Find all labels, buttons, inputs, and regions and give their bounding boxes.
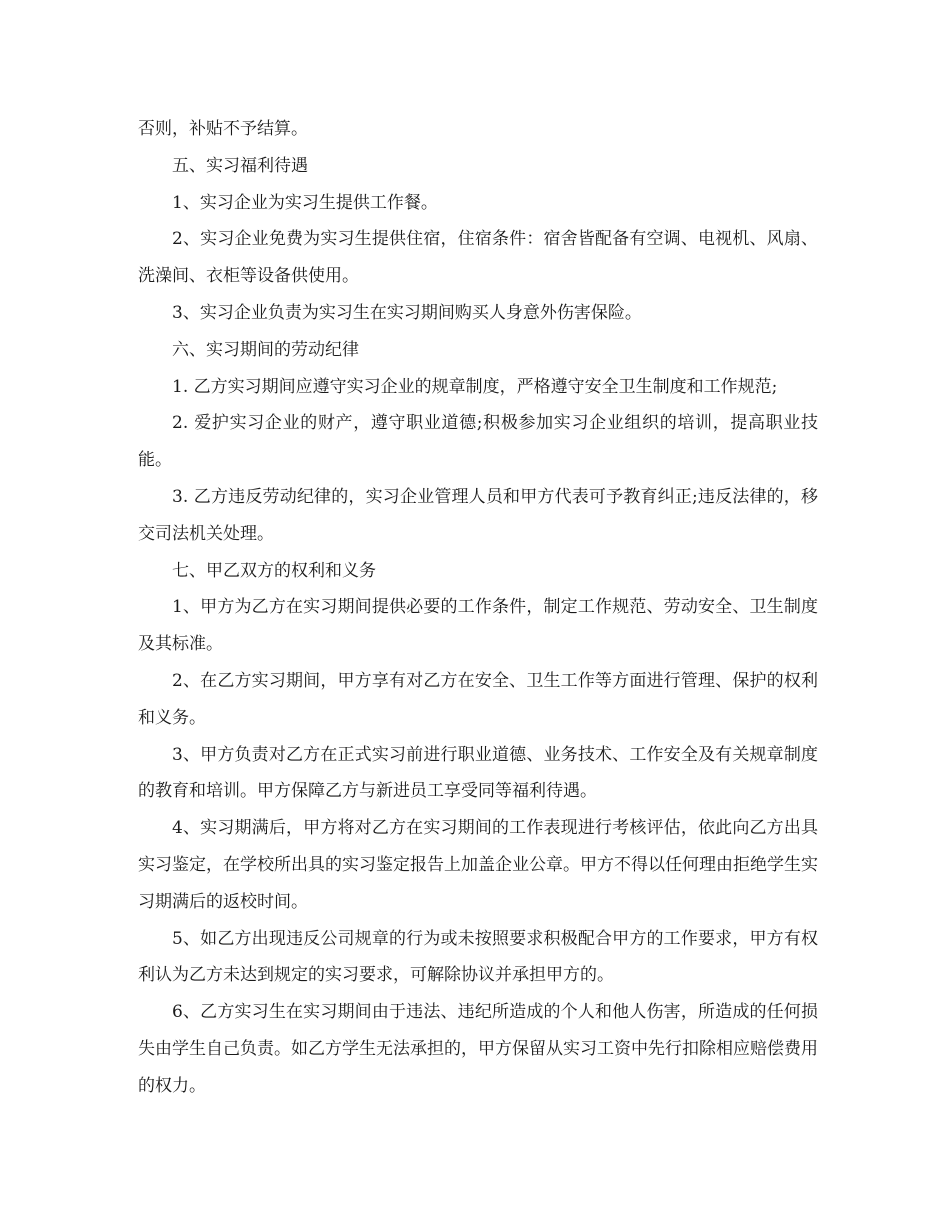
- paragraph: 6、乙方实习生在实习期间由于违法、违纪所造成的个人和他人伤害，所造成的任何损失由学生自己负责。如乙方学生无法承担的，甲方保留从实习工资中先行扣除相应赔偿费用的权力。: [138, 1002, 818, 1096]
- paragraph: 3、甲方负责对乙方在正式实习前进行职业道德、业务技术、工作安全及有关规章制度的教育和培训。甲方保障乙方与新进员工享受同等福利待遇。: [138, 744, 818, 802]
- paragraph: 4、实习期满后，甲方将对乙方在实习期间的工作表现进行考核评估，依此向乙方出具实习鉴定，在学校所出具的实习鉴定报告上加盖企业公章。甲方不得以任何理由拒绝学生实习期满后的返校时间。: [138, 818, 818, 912]
- section-heading: 五、实习福利待遇: [172, 155, 308, 176]
- document-body: [138, 111, 818, 1105]
- paragraph: 否则，补贴不予结算。: [138, 119, 308, 139]
- paragraph: 5、如乙方出现违反公司规章的行为或未按照要求积极配合甲方的工作要求，甲方有权利认为乙方未达到规定的实习要求，可解除协议并承担甲方的。: [138, 928, 818, 986]
- paragraph: 1、实习企业为实习生提供工作餐。: [172, 192, 438, 213]
- paragraph: 1. 乙方实习期间应遵守实习企业的规章制度，严格遵守安全卫生制度和工作规范;: [172, 376, 778, 397]
- paragraph: 2. 爱护实习企业的财产，遵守职业道德;积极参加实习企业组织的培训，提高职业技能。: [138, 413, 818, 471]
- paragraph: 2、在乙方实习期间，甲方享有对乙方在安全、卫生工作等方面进行管理、保护的权利和义务。: [138, 670, 818, 728]
- section-heading: 七、甲乙双方的权利和义务: [172, 560, 376, 581]
- paragraph: 3、实习企业负责为实习生在实习期间购买人身意外伤害保险。: [172, 302, 642, 323]
- section-heading: 六、实习期间的劳动纪律: [172, 339, 359, 360]
- paragraph: 2、实习企业免费为实习生提供住宿，住宿条件：宿舍皆配备有空调、电视机、风扇、洗澡间、衣柜等设备供使用。: [138, 229, 818, 287]
- paragraph: 1、甲方为乙方在实习期间提供必要的工作条件，制定工作规范、劳动安全、卫生制度及其标准。: [138, 597, 818, 655]
- paragraph: 3. 乙方违反劳动纪律的，实习企业管理人员和甲方代表可予教育纠正;违反法律的，移交司法机关处理。: [138, 486, 818, 544]
